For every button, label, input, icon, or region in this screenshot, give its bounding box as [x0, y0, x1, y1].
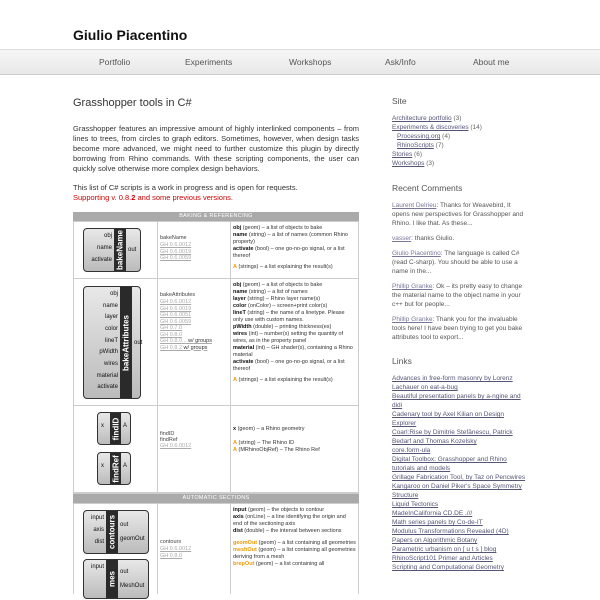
version-link[interactable]: GH 0.6.0012 — [160, 299, 192, 305]
post-count: (4) — [442, 133, 451, 140]
bakeattributes-component[interactable] — [83, 286, 141, 399]
version-link[interactable]: GH 0.6.0019 — [160, 248, 192, 255]
desc-line — [233, 440, 356, 447]
comment-item — [392, 282, 527, 309]
input-x: x — [101, 463, 104, 469]
intro-text: Grasshopper features an impressive amount of highly interlinked components – from lines to trees, from circles to graph editors. Sometimes, however, when design tasks become more advanced, we might need to further customize this plugin by directly borrowing from Rhino commands. With these scripting components, the user can quickly solve otherwise more complex design behaviors. — [73, 124, 359, 173]
version-note: w/ groups — [182, 344, 208, 351]
version-link[interactable]: GH 0.8.0 — [160, 552, 183, 559]
component-label: findID — [111, 417, 120, 440]
param-name: dist — [233, 528, 243, 534]
input-port[interactable]: activate — [91, 257, 112, 263]
support-prefix: Supporting v. 0.8. — [73, 193, 132, 202]
sidebar-link[interactable]: Digital Toolbox: Grasshopper and Rhino tutorials and models — [392, 456, 507, 472]
main-nav — [0, 50, 600, 75]
site-header — [0, 0, 600, 50]
comment-author[interactable]: Phillip Granke — [392, 316, 433, 323]
param-desc: (int) – number(s) setting the quantity of wires, as in the property panel — [233, 331, 344, 344]
version-link[interactable]: GH 0.7.0 — [160, 325, 183, 331]
sidebar-link[interactable]: MadeInCalifornia CD.DE ./// — [392, 510, 473, 517]
param-desc: (double) – printing thickness(es) — [251, 324, 332, 330]
output-a: A — [123, 463, 128, 469]
output-name: A — [233, 264, 237, 270]
component-cell — [74, 406, 158, 492]
comment-item — [392, 315, 527, 342]
comment-text[interactable]: : Ok – its pretty easy to change the material name to the object name in your c++ but for people... — [392, 283, 523, 308]
name-cell — [158, 504, 231, 594]
desc-line — [233, 225, 356, 232]
comments-list — [392, 201, 527, 342]
desc-cell — [231, 279, 358, 405]
site-link[interactable]: Processing.org — [397, 133, 441, 140]
output-port[interactable]: out — [134, 339, 143, 346]
param-name: x — [233, 426, 237, 432]
output-name: A — [233, 440, 237, 446]
param-name: lineT — [233, 310, 246, 316]
contours-component[interactable] — [83, 510, 149, 554]
bakename-component[interactable] — [83, 228, 141, 272]
version-link[interactable]: GH 0.8.0 — [160, 331, 183, 338]
desc-line — [233, 377, 356, 384]
component-body — [106, 511, 118, 553]
output-port[interactable]: out — [120, 569, 129, 576]
output-port[interactable]: out — [120, 521, 129, 528]
sidebar-link[interactable]: Kangaroo on Daniel Piker's Space Symmetry Structure — [392, 483, 522, 499]
site-list-item — [392, 123, 527, 132]
param-name: layer — [233, 296, 246, 302]
desc-line — [233, 289, 356, 296]
comment-item — [392, 249, 527, 276]
component-cell — [74, 504, 158, 594]
post-count: (3) — [453, 115, 462, 122]
input-x: x — [101, 423, 104, 429]
links-list — [392, 374, 527, 572]
post-count: (7) — [435, 142, 444, 149]
input-port[interactable]: material — [96, 372, 118, 379]
site-list-item — [392, 132, 527, 141]
component-label: findRef — [111, 454, 120, 483]
site-link[interactable]: Workshops — [392, 160, 425, 167]
version-link[interactable]: GH 0.6.0012 — [160, 443, 192, 449]
sidebar-link[interactable]: Coarl:Rise by Dimitrie Stefănescu, Patrick Bedarf and Thomas Kozelsky — [392, 429, 513, 445]
desc-line — [233, 547, 356, 561]
support-note — [73, 193, 233, 202]
site-link[interactable]: Experiments & discoveries — [392, 124, 469, 131]
post-count: (6) — [414, 151, 422, 158]
input-port[interactable]: obj — [103, 233, 112, 239]
output-name: geomOut — [233, 540, 258, 546]
desc-cell — [231, 222, 358, 278]
input-port[interactable]: input — [90, 564, 104, 570]
param-name: obj — [233, 282, 242, 288]
desc-line — [233, 232, 356, 246]
support-version: 2 — [131, 193, 136, 202]
param-name: name — [233, 232, 248, 238]
desc-line — [233, 507, 356, 514]
table-row — [74, 406, 358, 493]
comment-author[interactable]: Giulio Piacentino — [392, 250, 441, 257]
component-body — [114, 229, 126, 271]
site-list-item — [392, 150, 527, 159]
post-count: (3) — [426, 160, 435, 167]
version-link[interactable]: GH 0.6.0012 — [160, 546, 192, 552]
sidebar-site-heading: Site — [392, 96, 407, 106]
output-name: meshOut — [233, 547, 257, 553]
component-name: findRef — [160, 437, 178, 443]
version-link[interactable]: GH 0.6.0059 — [160, 255, 192, 261]
table-row — [74, 279, 358, 406]
param-desc: (string) – the name of a linetype. Please only use with custom names. — [233, 310, 345, 323]
component-cell — [74, 222, 158, 278]
mesh-contours-component[interactable] — [83, 559, 149, 599]
param-name: material — [233, 345, 255, 351]
param-desc: (string) – Rhino layer name(s) — [245, 296, 321, 302]
input-port[interactable]: input — [90, 515, 104, 521]
findid-component[interactable] — [97, 412, 131, 445]
component-cell — [74, 279, 158, 405]
name-cell — [158, 279, 231, 405]
desc-line — [233, 264, 356, 271]
table-row — [74, 222, 358, 279]
param-desc: (bool) – one go-no-go signal, or a list thereof — [233, 359, 345, 372]
output-desc: (geom) – a list containing all geometries deriving from a mesh — [233, 547, 356, 560]
version-link[interactable]: GH 0.6.0019 — [160, 305, 192, 312]
param-name: input — [233, 507, 247, 513]
component-name: bakeAttributes — [160, 292, 196, 298]
site-link[interactable]: Architecture portfolio — [392, 115, 452, 122]
version-link[interactable]: GH 0.6.0051 — [160, 312, 192, 318]
input-port[interactable]: name — [102, 302, 118, 309]
comment-text[interactable]: : Thanks for Weavebird, It opens new perspectives for Grasshopper and Rhino. I like that. As these... — [392, 202, 524, 227]
version-link[interactable]: GH 0.6.0012 — [160, 242, 192, 248]
component-name: bakeName — [160, 235, 187, 241]
param-name: wires — [233, 331, 248, 337]
desc-line — [233, 561, 356, 568]
post-count: (14) — [470, 124, 482, 131]
desc-line — [233, 282, 356, 289]
output-name: brepOut — [233, 561, 255, 567]
input-port[interactable]: color — [104, 326, 118, 332]
support-suffix: and some previous versions. — [135, 193, 233, 202]
sidebar-link[interactable]: RhinoScript101 Primer and Articles — [392, 555, 493, 562]
sidebar-link[interactable]: Parametric urbanism on [ u t s ] blog — [392, 546, 497, 553]
param-desc: (geom) – a Rhino geometry — [236, 426, 305, 432]
nav-ask-info[interactable]: Ask/Info — [385, 57, 416, 67]
input-port[interactable]: dist — [94, 539, 104, 545]
input-port[interactable]: layer — [104, 314, 118, 321]
sidebar-link[interactable]: Advances in free-form masonry by Lorenz Lachauer on eat-a-bug — [392, 375, 513, 391]
desc-line — [233, 426, 356, 433]
component-body — [110, 413, 121, 444]
section-baking: BAKING & REFERENCING — [73, 212, 359, 221]
input-port[interactable]: pWidth — [99, 349, 118, 356]
desc-line — [233, 345, 356, 359]
input-port[interactable]: name — [96, 245, 112, 251]
output-port[interactable]: MeshOut — [120, 582, 145, 589]
intro-status — [73, 183, 359, 203]
component-label: bakeName — [115, 229, 125, 271]
section-auto: AUTOMATIC SECTIONS — [73, 494, 359, 503]
component-label: mes — [107, 570, 117, 588]
sidebar-link[interactable]: Liquid Tectonics — [392, 501, 439, 508]
component-name: contours — [160, 539, 182, 545]
output-port[interactable]: out — [128, 247, 137, 253]
param-desc: (double) – the interval between sections — [242, 528, 342, 534]
version-label: GH 0.8.2 — [160, 344, 183, 351]
nav-portfolio[interactable]: Portfolio — [99, 57, 131, 67]
output-desc: (geom) – a list containing all — [254, 561, 325, 567]
comment-author[interactable]: Laurent Delrieu — [392, 202, 437, 209]
output-desc: (string) – The Rhino ID — [236, 440, 295, 446]
param-name: activate — [233, 246, 254, 252]
input-port[interactable]: wires — [103, 361, 118, 367]
comment-text[interactable]: : The language is called C# (read C-sharp). You should be able to use a name in the... — [392, 250, 520, 275]
output-desc: (geom) – a list containing all geometries — [257, 540, 356, 546]
desc-line — [233, 540, 356, 547]
sidebar-link[interactable]: Math series panels by Co-de-IT — [392, 519, 483, 526]
param-name: name — [233, 289, 248, 295]
desc-line — [233, 246, 356, 260]
version-note: w/ groups — [186, 338, 212, 344]
version-link[interactable] — [160, 345, 228, 352]
tools-table — [73, 221, 359, 494]
output-desc: (MRhinoObjRef) – The Rhino Ref — [236, 447, 320, 453]
sidebar — [392, 97, 527, 572]
desc-line — [233, 359, 356, 373]
param-desc: (onColor) – screen+print color(s) — [246, 303, 328, 309]
desc-line — [233, 303, 356, 310]
findref-component[interactable] — [97, 452, 131, 485]
comment-text[interactable]: : thanks Giulio. — [411, 235, 455, 242]
site-list-item — [392, 159, 527, 168]
comment-item — [392, 234, 527, 243]
name-cell — [158, 406, 231, 492]
param-desc: (string) – a list of names — [247, 289, 308, 295]
sidebar-link[interactable]: Modulus Transformations Revealed (4D) — [392, 528, 509, 535]
desc-line — [233, 310, 356, 324]
version-label: GH 0.8.0... — [160, 338, 187, 344]
param-name: color — [233, 303, 247, 309]
sidebar-comments-heading: Recent Comments — [392, 183, 463, 193]
site-list — [392, 114, 527, 168]
desc-line — [233, 296, 356, 303]
intro-wip: This list of C# scripts is a work in progress and is open for requests. — [73, 183, 298, 192]
desc-cell — [231, 406, 358, 492]
param-desc: (geom) – the objects to contour — [246, 507, 325, 513]
main-content — [73, 97, 359, 594]
comment-text[interactable]: : Thank you for the invaluable tools here! I have been trying to get you bake attributes tool to export... — [392, 316, 523, 341]
param-desc: (onLine) – a line identifying the origin and end of the sectioning axis — [233, 514, 346, 527]
site-link[interactable]: Stories — [392, 151, 413, 158]
nav-workshops[interactable]: Workshops — [289, 57, 332, 67]
output-name: A — [233, 377, 237, 383]
desc-line — [233, 528, 356, 535]
param-name: activate — [233, 359, 254, 365]
output-port[interactable]: geomOut — [120, 536, 145, 543]
param-desc: (string) – a list of names (common Rhino property) — [233, 232, 348, 245]
desc-cell — [231, 504, 358, 594]
output-name: A — [233, 447, 237, 453]
param-desc: (bool) – one go-no-go signal, or a list thereof — [233, 246, 345, 259]
param-desc: (int) – GH shader(s), containing a Rhino material — [233, 345, 353, 358]
sidebar-link[interactable]: Beautiful presentation panels by a-ngine and didi — [392, 393, 521, 409]
output-desc: (strings) – a list explaining the result(s) — [236, 264, 333, 270]
nav-about-me[interactable]: About me — [473, 57, 510, 67]
component-body — [110, 453, 121, 484]
site-link[interactable]: RhinoScripts — [397, 142, 434, 149]
output-a: A — [123, 423, 128, 429]
desc-line — [233, 331, 356, 345]
comment-item — [392, 201, 527, 228]
input-port[interactable]: lineT — [104, 337, 118, 344]
param-desc: (geom) – a list of objects to bake — [241, 282, 323, 288]
table-row — [74, 504, 358, 594]
sidebar-links-heading: Links — [392, 356, 412, 366]
desc-line — [233, 514, 356, 528]
component-body — [106, 560, 118, 598]
input-port[interactable]: obj — [109, 291, 118, 297]
component-name: findID — [160, 431, 175, 437]
sidebar-link[interactable]: Papers on Algorithmic Botany — [392, 537, 478, 544]
desc-line — [233, 324, 356, 331]
tools-table — [73, 503, 359, 594]
comment-author[interactable]: vasser — [392, 235, 412, 242]
component-label: contours — [107, 514, 117, 550]
desc-line — [233, 447, 356, 454]
nav-experiments[interactable]: Experiments — [185, 57, 233, 67]
site-title[interactable]: Giulio Piacentino — [73, 27, 188, 43]
site-list-item — [392, 114, 527, 123]
param-name: pWidth — [233, 324, 252, 330]
param-name: axis — [233, 514, 244, 520]
param-name: obj — [233, 225, 242, 231]
sidebar-link[interactable]: Grillage Fabrication Tool, by Taz on Pencwires — [392, 474, 526, 481]
component-label: bakeAttributes — [121, 314, 131, 371]
component-body — [120, 287, 132, 398]
output-desc: (strings) – a list explaining the result(s) — [236, 377, 333, 383]
input-port[interactable]: axis — [93, 527, 104, 533]
comment-author[interactable]: Phillip Granke — [392, 283, 433, 290]
sidebar-link[interactable]: core.form-ula — [392, 447, 431, 454]
version-link[interactable]: GH 0.6.0059 — [160, 318, 192, 325]
sidebar-link[interactable]: Cadenary tool by Axel Kilian on Design Explorer — [392, 411, 505, 427]
site-list-item — [392, 141, 527, 150]
param-desc: (geom) – a list of objects to bake — [241, 225, 323, 231]
name-cell — [158, 222, 231, 278]
page-title: Grasshopper tools in C# — [73, 97, 192, 109]
sidebar-link[interactable]: Scripting and Computational Geometry — [392, 564, 505, 571]
input-port[interactable]: activate — [97, 384, 118, 391]
